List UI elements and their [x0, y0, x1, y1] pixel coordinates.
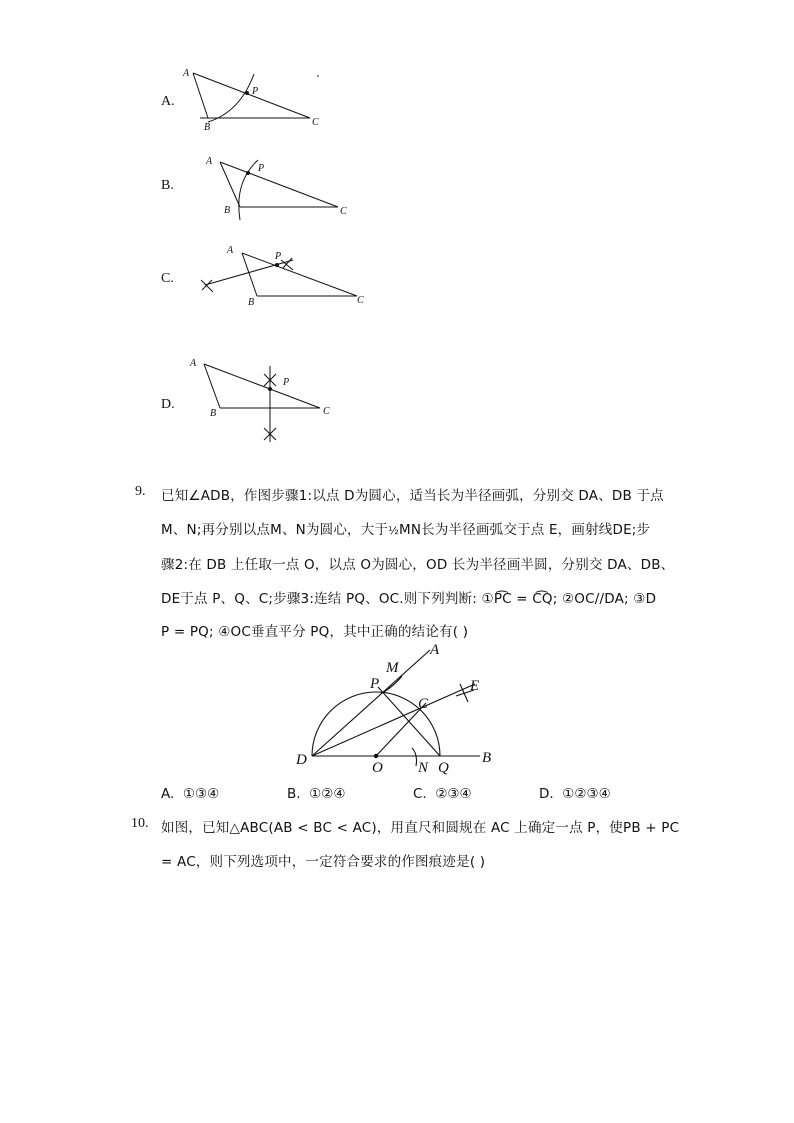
label-q: Q [438, 760, 449, 776]
choice-letter: A. [161, 786, 175, 802]
point-b: B [248, 297, 255, 308]
point-p: P [258, 163, 265, 174]
q9-line-1: 已知∠ADB，作图步骤1:以点 D为圆心，适当长为半径画弧，分别交 DA、DB 于点 [161, 488, 664, 504]
q9-figure [290, 640, 510, 780]
choice-text: ①③④ [182, 786, 220, 802]
label-m: M [386, 660, 399, 676]
q9-choice-d[interactable] [539, 786, 611, 802]
point-p: P [252, 86, 259, 97]
label-a: A [430, 642, 440, 658]
option-a-figure [180, 64, 330, 136]
q9-number: 9. [135, 484, 146, 499]
q10-number: 10. [131, 816, 149, 831]
choice-letter: B. [287, 786, 301, 802]
option-a-label[interactable]: A. [161, 94, 175, 109]
option-c-label[interactable]: C. [161, 271, 174, 286]
point-b: B [204, 122, 211, 133]
label-d: D [296, 752, 307, 768]
q9-line-2 [161, 518, 650, 538]
label-e: E [470, 678, 480, 694]
point-p: P [283, 377, 290, 388]
choice-letter: C. [413, 786, 427, 802]
label-c: C [418, 696, 429, 712]
point-p: P [275, 251, 282, 262]
q9-line-3: 骤2:在 DB 上任取一点 O，以点 O为圆心，OD 长为半径画半圆，分别交 DA、DB、 [161, 557, 675, 573]
option-d-label[interactable]: D. [161, 397, 175, 412]
point-c: C [340, 206, 347, 217]
q10-line-2: = AC，则下列选项中，一定符合要求的作图痕迹是( ) [161, 854, 486, 870]
q9-choice-a[interactable] [161, 786, 219, 802]
q9-choice-c[interactable] [413, 786, 472, 802]
point-a: A [190, 358, 197, 369]
choice-text: ①②④ [309, 786, 346, 802]
point-a: A [227, 245, 234, 256]
option-d-figure [188, 352, 348, 452]
option-b-figure [200, 152, 360, 224]
q10-line-1: 如图，已知△ABC(AB < BC < AC)，用直尺和圆规在 AC 上确定一点 P，使PB + PC [161, 820, 680, 836]
label-o: O [372, 760, 383, 776]
label-b: B [482, 750, 492, 766]
label-n: N [418, 760, 429, 776]
q9-line-5: P = PQ; ④OC垂直平分 PQ，其中正确的结论有( ) [161, 624, 469, 640]
choice-text: ②③④ [435, 786, 472, 802]
half-fraction: ½ [388, 524, 400, 537]
point-a: A [183, 68, 190, 79]
point-c: C [323, 406, 330, 417]
choice-text: ①②③④ [562, 786, 611, 802]
option-c-figure [195, 240, 375, 312]
point-b: B [210, 408, 217, 419]
point-c: C [357, 295, 364, 306]
choice-letter: D. [539, 786, 554, 802]
q9-line-2a: M、N;再分别以点M、N为圆心，大于 [161, 522, 389, 538]
q9-choice-b[interactable] [287, 786, 345, 802]
point-c: C [312, 117, 319, 128]
point-b: B [224, 205, 231, 216]
point-a: A [206, 156, 213, 167]
label-p: P [370, 676, 380, 692]
q9-line-4: DE于点 P、Q、C;步骤3:连结 PQ、OC.则下列判断: ①P͡C = C͡Q; ②OC//DA; ③D [161, 591, 657, 607]
option-b-label[interactable]: B. [161, 178, 174, 193]
q9-line-2b: MN长为半径画弧交于点 E，画射线DE;步 [399, 522, 651, 538]
